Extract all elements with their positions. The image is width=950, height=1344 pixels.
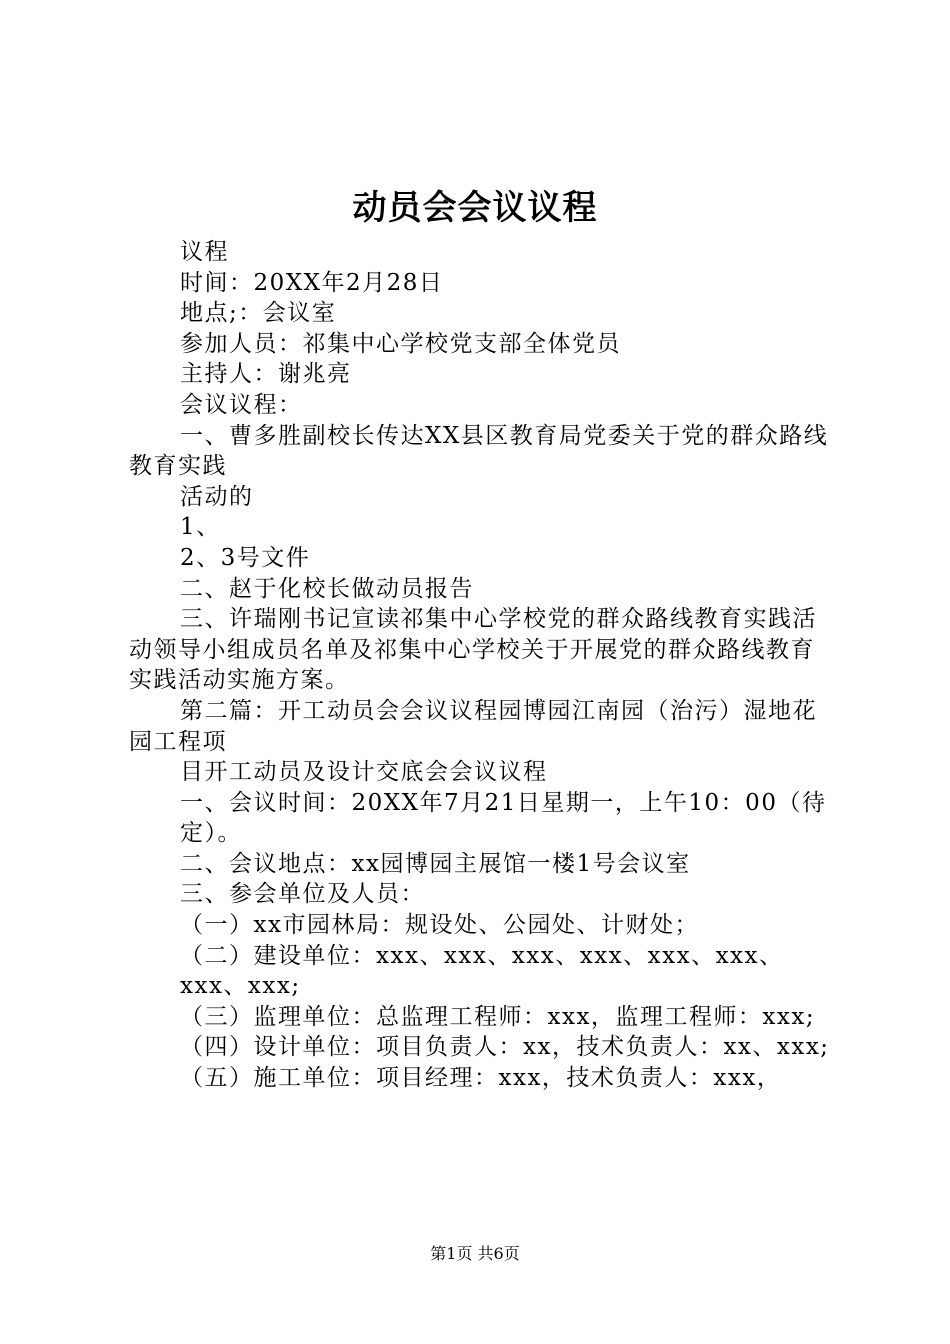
paragraph: 二、赵于化校长做动员报告 xyxy=(180,575,474,602)
paragraph: 一、会议时间：20XX年7月21日星期一，上午10：00（待 xyxy=(180,789,827,816)
paragraph: 时间：20XX年2月28日 xyxy=(180,269,444,296)
paragraph: （一）xx市园林局：规设处、公园处、计财处； xyxy=(180,912,699,939)
page-number: 第1页 共6页 xyxy=(430,1244,520,1263)
paragraph: （五）施工单位：项目经理：xxx，技术负责人：xxx， xyxy=(180,1065,782,1092)
paragraph: （二）建设单位：xxx、xxx、xxx、xxx、xxx、xxx、xxx、xxx; xyxy=(180,942,784,1000)
paragraph: 会议议程： xyxy=(180,391,303,418)
paragraph: 参加人员：祁集中心学校党支部全体党员 xyxy=(180,330,621,357)
paragraph: （三）监理单位：总监理工程师：xxx，监理工程师：xxx; xyxy=(180,1003,816,1030)
paragraph: （四）设计单位：项目负责人：xx，技术负责人：xx、xxx; xyxy=(180,1034,830,1061)
paragraph: 地点;：会议室 xyxy=(180,300,337,327)
document-title: 动员会会议议程 xyxy=(352,188,598,228)
paragraph: 二、会议地点：xx园博园主展馆一楼1号会议室 xyxy=(180,850,691,877)
paragraph: 第二篇：开工动员会会议议程园博园江南园（治污）湿地花园工程项 xyxy=(129,697,817,755)
paragraph: 2、3号文件 xyxy=(180,544,311,571)
paragraph: 三、许瑞刚书记宣读祁集中心学校党的群众路线教育实践活动领导小组成员名单及祁集中心学校关于开展党的群众路线教育实践活动实施方案。 xyxy=(129,606,817,694)
paragraph: 主持人：谢兆亮 xyxy=(180,361,352,388)
paragraph: 一、曹多胜副校长传达XX县区教育局党委关于党的群众路线教育实践 xyxy=(129,422,829,480)
paragraph: 目开工动员及设计交底会会议议程 xyxy=(180,759,548,786)
document-body xyxy=(129,237,839,1094)
paragraph: 1、 xyxy=(180,514,221,541)
paragraph: 议程 xyxy=(180,239,229,265)
paragraph: 定）。 xyxy=(180,820,242,847)
paragraph: 三、参会单位及人员： xyxy=(180,881,425,908)
paragraph: 活动的 xyxy=(180,483,254,510)
